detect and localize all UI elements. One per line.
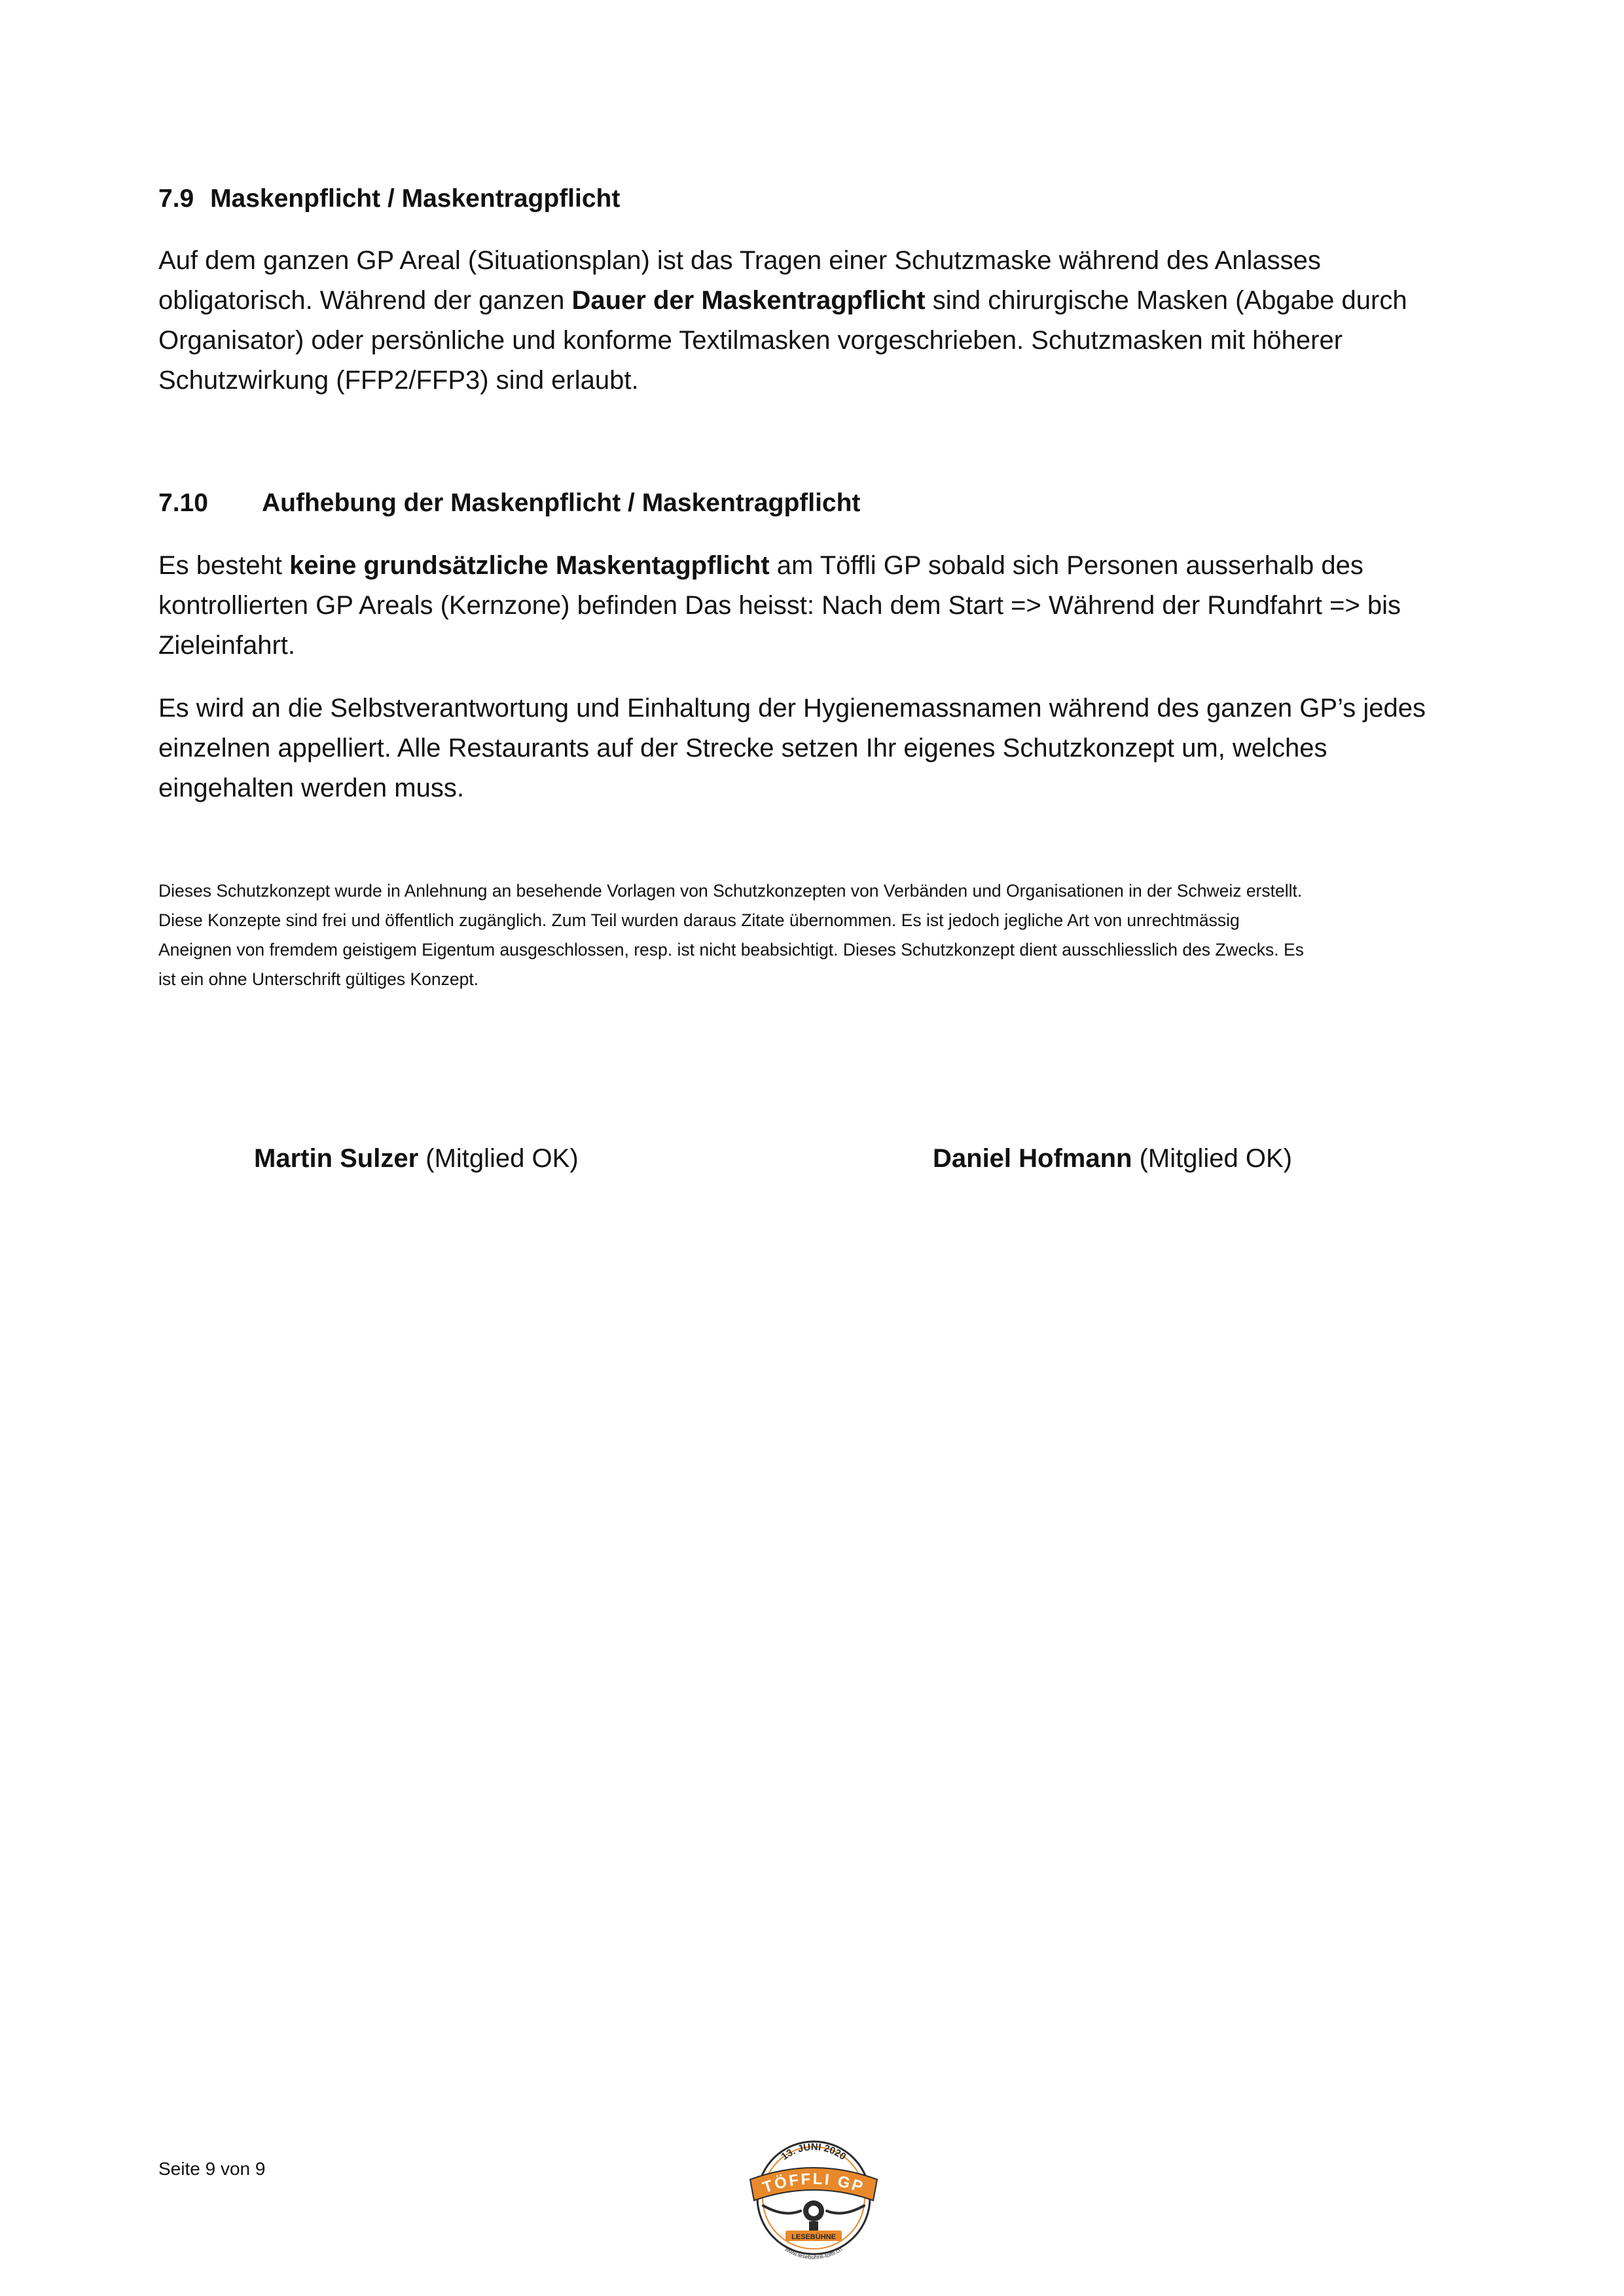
section-heading-7-9 — [158, 183, 620, 215]
text-line: obligatorisch. Während der ganzen Dauer der Maskentragpflicht sind chirurgische Masken (Abgabe durch — [158, 286, 1407, 315]
signatory-role: (Mitglied OK) — [1132, 1144, 1292, 1173]
text-line: Organisator) oder persönliche und konforme Textilmasken vorgeschrieben. Schutzmasken mit höherer — [158, 326, 1343, 355]
text-line: eingehalten werden muss. — [158, 774, 464, 802]
text-line: Schutzwirkung (FFP2/FFP3) sind erlaubt. — [158, 366, 639, 395]
signature-daniel-hofmann — [933, 1142, 1292, 1175]
logo-banner-text: TÖFFLI GP — [760, 2170, 867, 2197]
signatory-name: Martin Sulzer — [254, 1144, 419, 1173]
section-title: Aufhebung der Maskenpflicht / Maskentragpflicht — [262, 489, 861, 517]
text-line: Diese Konzepte sind frei und öffentlich zugänglich. Zum Teil wurden daraus Zitate übernommen. Es ist jedoch jegliche Art von unrechtmässig — [158, 910, 1240, 930]
page-number: Seite 9 von 9 — [158, 2159, 266, 2179]
text-line: Auf dem ganzen GP Areal (Situationsplan) ist das Tragen einer Schutzmaske während des Anlasses — [158, 246, 1321, 275]
section-title: Maskenpflicht / Maskentragpflicht — [210, 185, 621, 213]
logo-date-text: 13. JUNI 2020 — [779, 2141, 848, 2162]
section-7-10-paragraph-1 — [158, 546, 1494, 666]
logo-lower-text: LESEBÜHNE — [791, 2233, 836, 2241]
section-7-10-paragraph-2 — [158, 689, 1494, 808]
section-heading-7-10 — [158, 488, 860, 519]
section-7-9-paragraph — [158, 241, 1494, 401]
section-number: 7.9 — [158, 185, 194, 213]
text-line: Es besteht keine grundsätzliche Maskentagpflicht am Töffli GP sobald sich Personen ausserhalb des — [158, 551, 1363, 580]
signature-martin-sulzer — [254, 1142, 579, 1175]
signatory-role: (Mitglied OK) — [418, 1144, 579, 1173]
text-line: ist ein ohne Unterschrift gültiges Konzept. — [158, 969, 479, 989]
text-line: Zieleinfahrt. — [158, 631, 295, 660]
text-line: kontrollierten GP Areals (Kernzone) befinden Das heisst: Nach dem Start => Während der Rundfahrt => bis — [158, 591, 1401, 620]
text-line: Dieses Schutzkonzept wurde in Anlehnung an besehende Vorlagen von Schutzkonzepten von Verbänden und Organisationen in der Schweiz erstellt. — [158, 881, 1303, 901]
logo-url-text: www.lesebuhnli-toffli.ch — [784, 2246, 844, 2261]
disclaimer-text — [158, 876, 1494, 994]
section-number: 7.10 — [158, 489, 208, 517]
signatory-name: Daniel Hofmann — [933, 1144, 1132, 1173]
text-line: Aneignen von fremdem geistigem Eigentum ausgeschlossen, resp. ist nicht beabsichtigt. Dieses Schutzkonzept dient ausschliesslich des Zwecks. Es — [158, 940, 1304, 960]
text-line: einzelnen appelliert. Alle Restaurants auf der Strecke setzen Ihr eigenes Schutzkonzept um, welches — [158, 734, 1327, 762]
toeffli-gp-logo — [745, 2119, 882, 2265]
text-line: Es wird an die Selbstverantwortung und Einhaltung der Hygienemassnamen während des ganzen GP’s jedes — [158, 694, 1426, 723]
